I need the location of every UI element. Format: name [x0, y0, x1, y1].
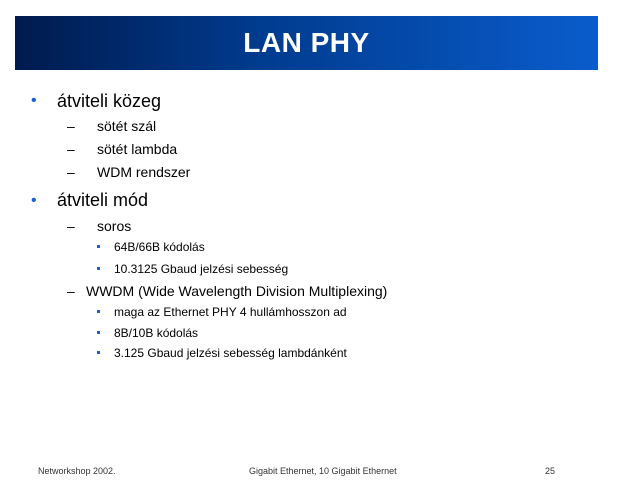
square-bullet-icon	[97, 310, 100, 313]
slide-title: LAN PHY	[243, 27, 370, 58]
list-item: WDM rendszer	[97, 164, 191, 180]
section-heading: átviteli mód	[57, 190, 149, 210]
footer-center: Gigabit Ethernet, 10 Gigabit Ethernet	[249, 466, 397, 476]
dash-icon: –	[67, 283, 75, 299]
sub-list-item: maga az Ethernet PHY 4 hullámhosszon ad	[114, 305, 347, 319]
sub-list-item: 3.125 Gbaud jelzési sebesség lambdánként	[114, 346, 347, 360]
square-bullet-icon	[97, 351, 100, 354]
square-bullet-icon	[97, 245, 100, 248]
list-item: sötét szál	[97, 118, 157, 134]
footer-left: Networkshop 2002.	[38, 466, 116, 476]
section-heading: átviteli közeg	[57, 91, 162, 111]
sub-list-item: 8B/10B kódolás	[114, 326, 199, 340]
square-bullet-icon	[97, 331, 100, 334]
page-number: 25	[545, 466, 556, 476]
bullet-dot-icon: •	[31, 192, 37, 209]
dash-icon: –	[67, 118, 75, 134]
bullet-dot-icon: •	[31, 92, 37, 109]
dash-icon: –	[67, 141, 75, 157]
list-item: sötét lambda	[97, 141, 178, 157]
list-item: WWDM (Wide Wavelength Division Multiplexing)	[86, 283, 388, 299]
square-bullet-icon	[97, 267, 100, 270]
dash-icon: –	[67, 164, 75, 180]
sub-list-item: 64B/66B kódolás	[114, 240, 205, 254]
dash-icon: –	[67, 218, 75, 234]
sub-list-item: 10.3125 Gbaud jelzési sebesség	[114, 262, 289, 276]
list-item: soros	[97, 218, 132, 234]
